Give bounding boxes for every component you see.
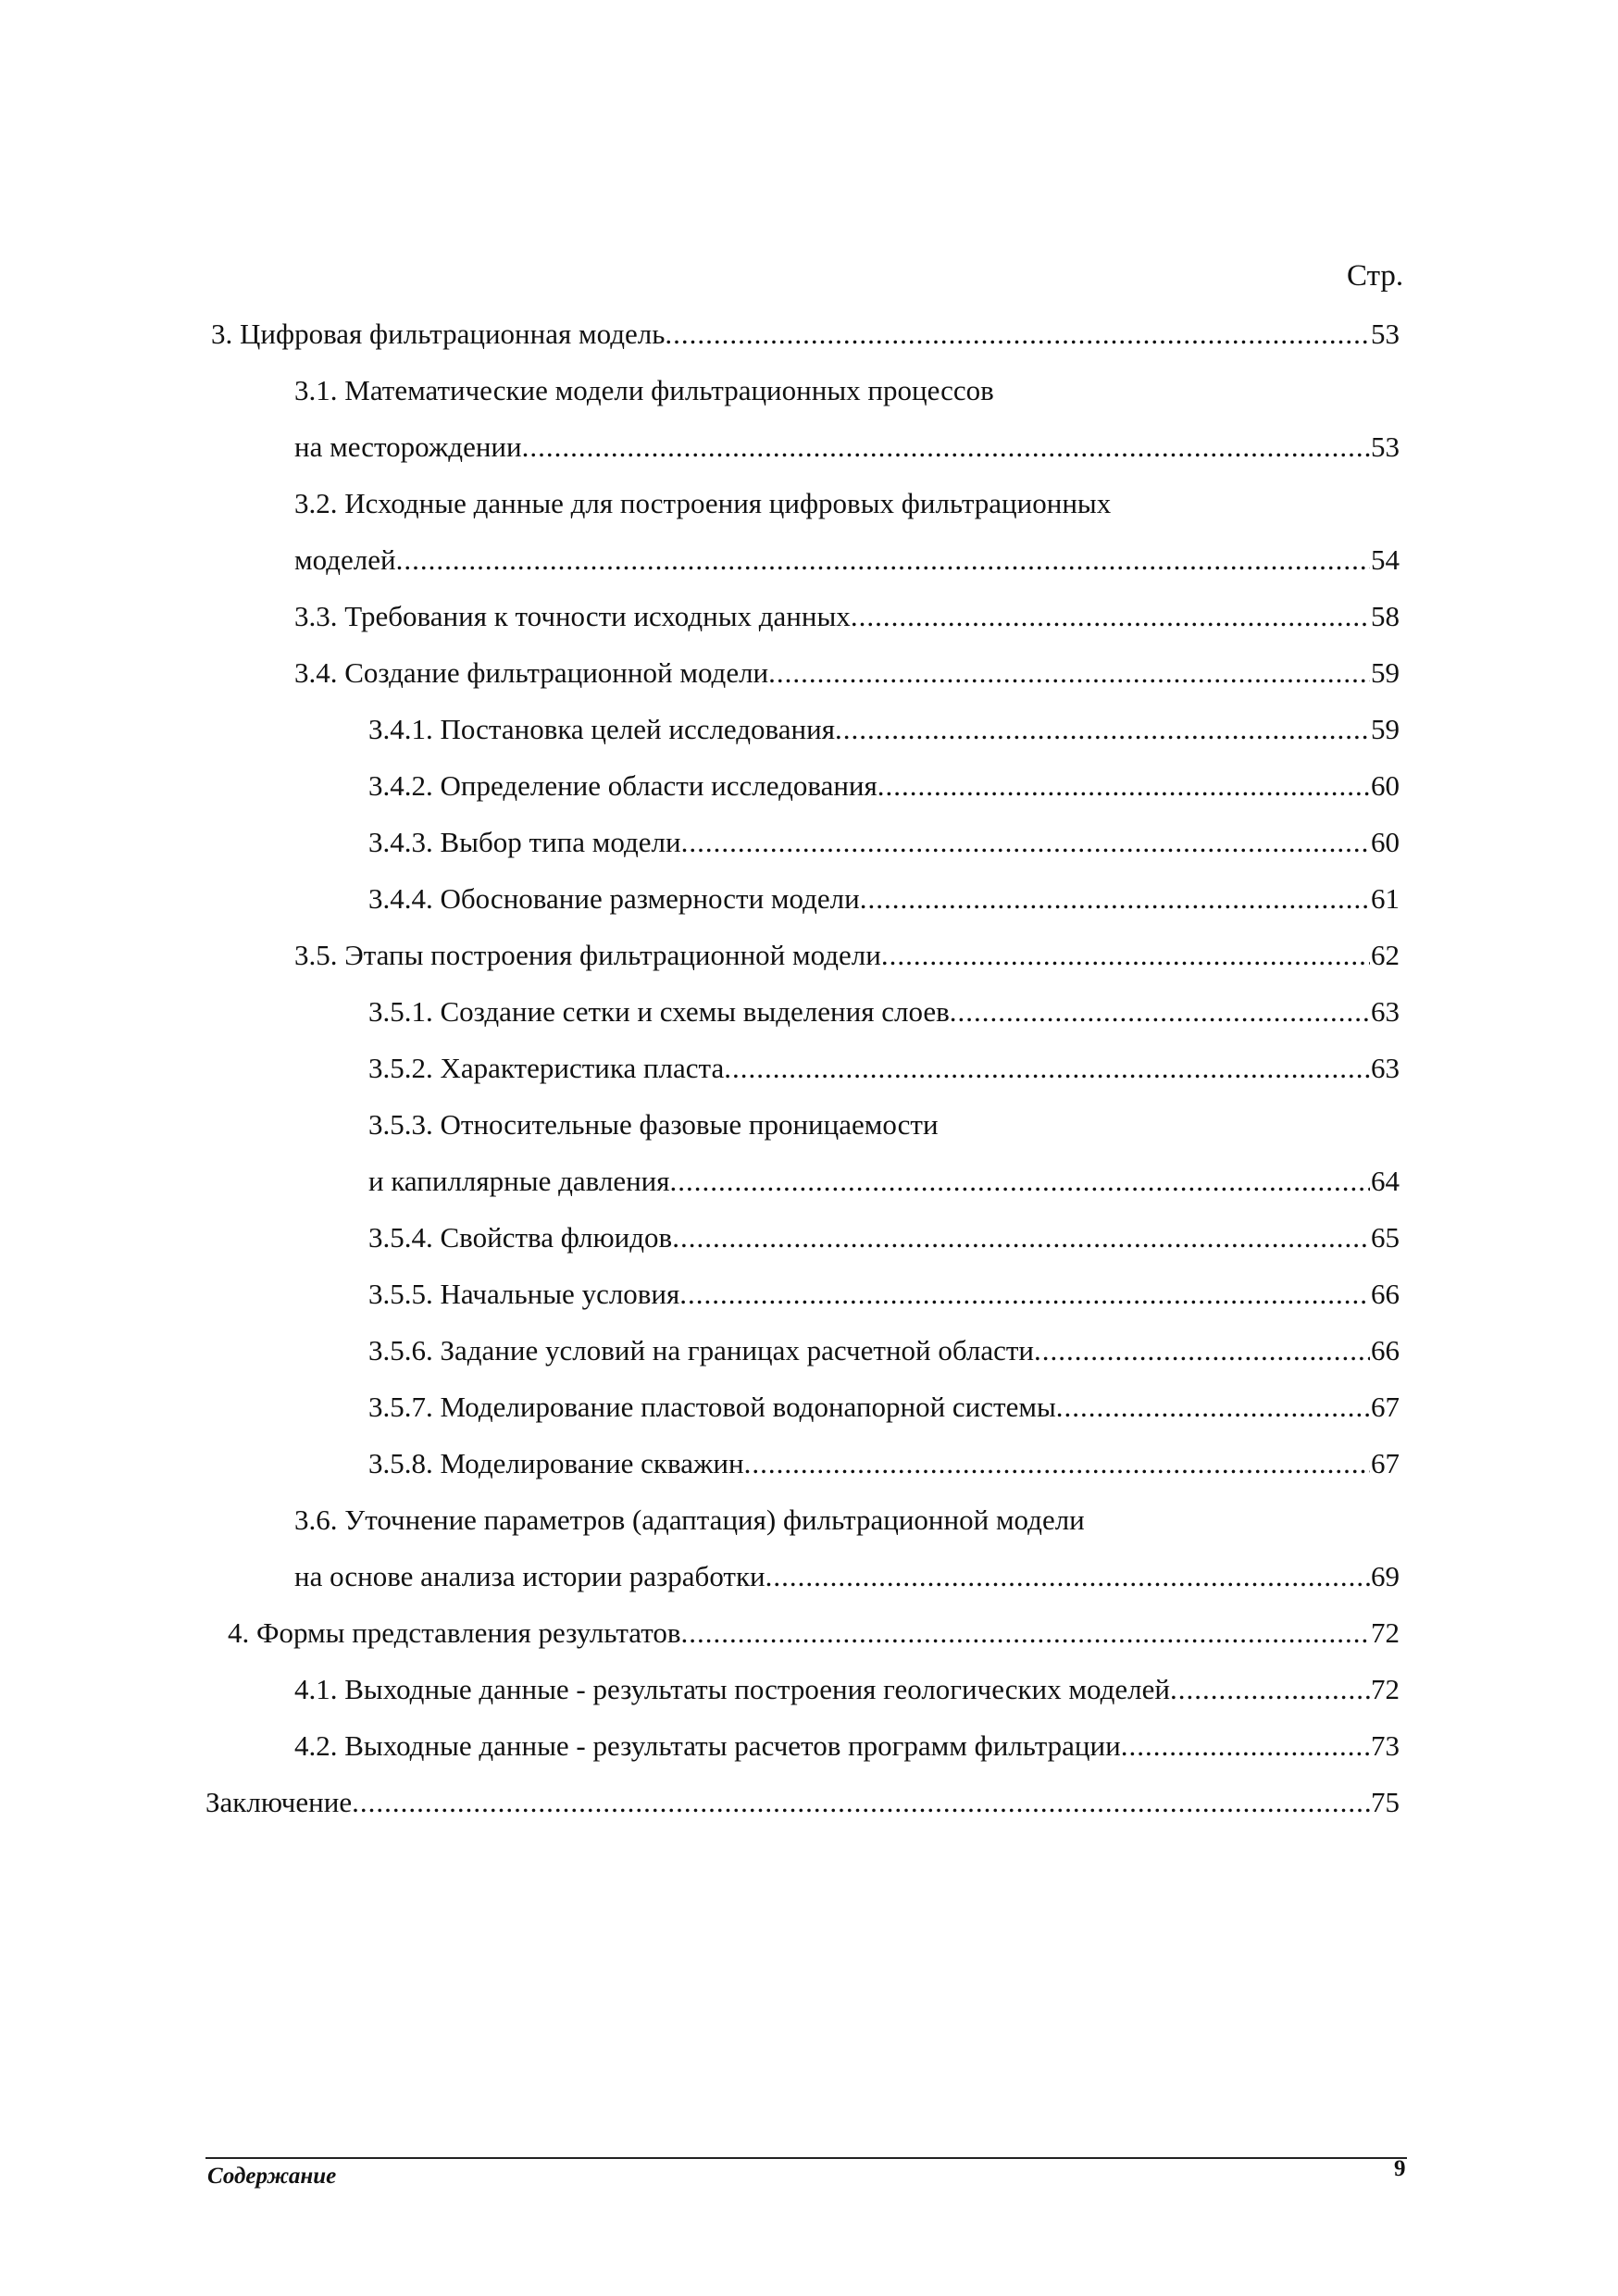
dot-leader <box>1056 1388 1370 1427</box>
toc-entry[interactable] <box>0 814 1618 870</box>
toc-entry-text: Характеристика пласта <box>440 1052 725 1084</box>
toc-entry-title <box>368 1218 672 1257</box>
toc-entry-text: Заключение <box>205 1786 353 1818</box>
toc-entry-text: Уточнение параметров (адаптация) фильтрационной модели <box>344 1504 1085 1536</box>
toc-entry-text: Относительные фазовые проницаемости <box>440 1108 939 1141</box>
toc-entry[interactable] <box>0 1774 1618 1830</box>
toc-entry-text: Формы представления результатов <box>256 1616 681 1649</box>
dot-leader <box>881 936 1370 975</box>
toc-entry-title <box>294 654 768 693</box>
toc-entry[interactable] <box>0 1379 1618 1435</box>
toc-entry[interactable] <box>0 588 1618 644</box>
toc-entry-page: 58 <box>1371 600 1400 632</box>
toc-entry[interactable] <box>0 531 1618 588</box>
toc-entry-number: 3.6. <box>294 1504 338 1536</box>
toc-entry-page: 72 <box>1371 1616 1400 1649</box>
toc-entry-page: 66 <box>1371 1334 1400 1366</box>
toc-entry[interactable] <box>0 1604 1618 1661</box>
toc-entry-page: 53 <box>1371 430 1400 463</box>
toc-entry-number: 3. <box>211 318 233 350</box>
toc-entry-page: 54 <box>1371 543 1400 576</box>
toc-entry-title <box>368 1105 939 1144</box>
toc-entry-title <box>368 767 877 805</box>
dot-leader <box>681 823 1370 862</box>
toc-entry-text: Выходные данные - результаты расчетов программ фильтрации <box>344 1729 1121 1762</box>
toc-entry-page: 63 <box>1371 995 1400 1028</box>
footer-divider <box>205 2157 1407 2159</box>
toc-entry[interactable] <box>0 418 1618 475</box>
toc-entry[interactable] <box>0 475 1618 531</box>
toc-entry-text: Создание сетки и схемы выделения слоев <box>440 995 950 1028</box>
toc-entry-page: 67 <box>1371 1391 1400 1423</box>
toc-entry-page: 61 <box>1371 882 1400 915</box>
toc-entry[interactable] <box>0 1491 1618 1548</box>
toc-entry-number: 4.1. <box>294 1673 338 1705</box>
toc-entry-text: Создание фильтрационной модели <box>344 656 769 689</box>
dot-leader <box>396 541 1370 580</box>
toc-entry-text: Моделирование пластовой водонапорной системы <box>440 1391 1056 1423</box>
toc-entry-number: 3.4.2. <box>368 769 433 802</box>
toc-entry-text: Свойства флюидов <box>440 1221 673 1254</box>
toc-entry[interactable] <box>0 1548 1618 1604</box>
toc-entry[interactable] <box>0 644 1618 701</box>
toc-entry-number: 3.4.4. <box>368 882 433 915</box>
toc-entry-page: 65 <box>1371 1221 1400 1254</box>
toc-entry-title <box>294 597 851 636</box>
toc-entry-number: 4. <box>228 1616 250 1649</box>
toc-entry-title <box>228 1614 680 1653</box>
page-column-label: Стр. <box>1347 259 1404 293</box>
toc-entry-title <box>294 371 994 410</box>
table-of-contents <box>0 306 1618 1830</box>
toc-entry-text: Выбор типа модели <box>440 826 681 858</box>
toc-entry[interactable] <box>0 927 1618 983</box>
toc-entry[interactable] <box>0 1322 1618 1379</box>
toc-entry-text: Математические модели фильтрационных процессов <box>344 374 994 406</box>
toc-entry-title <box>205 1783 352 1822</box>
toc-entry-title <box>368 1162 670 1201</box>
toc-entry-title <box>294 1557 765 1596</box>
dot-leader <box>744 1444 1370 1483</box>
toc-entry-number: 3.1. <box>294 374 338 406</box>
toc-entry-title <box>368 880 860 918</box>
toc-entry-page: 69 <box>1371 1560 1400 1592</box>
toc-entry-title <box>294 428 522 467</box>
dot-leader <box>950 992 1370 1031</box>
dot-leader <box>860 880 1370 918</box>
toc-entry-text: и капиллярные давления <box>368 1165 670 1197</box>
toc-entry[interactable] <box>0 757 1618 814</box>
toc-entry[interactable] <box>0 1661 1618 1717</box>
toc-entry-page: 64 <box>1371 1165 1400 1197</box>
toc-entry-title <box>294 1727 1121 1766</box>
toc-entry-text: Начальные условия <box>440 1278 680 1310</box>
dot-leader <box>835 710 1370 749</box>
dot-leader <box>724 1049 1370 1088</box>
dot-leader <box>765 1557 1370 1596</box>
toc-entry-text: Обоснование размерности модели <box>440 882 860 915</box>
toc-entry[interactable] <box>0 1096 1618 1153</box>
toc-entry[interactable] <box>0 1153 1618 1209</box>
toc-entry-page: 66 <box>1371 1278 1400 1310</box>
toc-entry[interactable] <box>0 306 1618 362</box>
toc-entry-title <box>294 484 1111 523</box>
toc-entry-number: 3.5.6. <box>368 1334 433 1366</box>
toc-entry-number: 3.2. <box>294 487 338 519</box>
toc-entry-text: Выходные данные - результаты построения геологических моделей <box>344 1673 1170 1705</box>
toc-entry-title <box>294 1501 1085 1540</box>
toc-entry-title <box>368 992 950 1031</box>
toc-entry-text: на основе анализа истории разработки <box>294 1560 765 1592</box>
toc-entry-text: на месторождении <box>294 430 522 463</box>
toc-entry[interactable] <box>0 1040 1618 1096</box>
toc-entry-number: 3.4. <box>294 656 338 689</box>
toc-entry-number: 3.5.7. <box>368 1391 433 1423</box>
dot-leader <box>522 428 1370 467</box>
toc-entry-number: 3.4.1. <box>368 713 433 745</box>
footer-section-title: Содержание <box>207 2164 337 2189</box>
toc-entry-text: Исходные данные для построения цифровых фильтрационных <box>344 487 1112 519</box>
toc-entry-page: 59 <box>1371 713 1400 745</box>
dot-leader <box>680 1614 1370 1653</box>
dot-leader <box>1034 1331 1370 1370</box>
toc-entry-page: 63 <box>1371 1052 1400 1084</box>
toc-entry-title <box>368 710 835 749</box>
toc-entry-text: Постановка целей исследования <box>440 713 835 745</box>
dot-leader <box>768 654 1370 693</box>
toc-entry-number: 3.5.4. <box>368 1221 433 1254</box>
dot-leader <box>1170 1670 1370 1709</box>
toc-entry-page: 60 <box>1371 769 1400 802</box>
dot-leader <box>1121 1727 1370 1766</box>
toc-entry[interactable] <box>0 983 1618 1040</box>
toc-entry-title <box>211 315 665 354</box>
toc-entry[interactable] <box>0 701 1618 757</box>
toc-entry-title <box>368 1049 724 1088</box>
toc-entry-title <box>368 1444 744 1483</box>
toc-entry-text: Этапы построения фильтрационной модели <box>344 939 881 971</box>
toc-entry-number: 3.4.3. <box>368 826 433 858</box>
toc-entry-number: 4.2. <box>294 1729 338 1762</box>
toc-entry-title <box>294 541 396 580</box>
dot-leader <box>670 1162 1370 1201</box>
toc-entry[interactable] <box>0 1266 1618 1322</box>
toc-entry-title <box>368 1331 1034 1370</box>
toc-entry-text: Требования к точности исходных данных <box>344 600 851 632</box>
toc-entry-page: 75 <box>1371 1786 1400 1818</box>
toc-entry-page: 53 <box>1371 318 1400 350</box>
toc-entry-page: 72 <box>1371 1673 1400 1705</box>
toc-entry-title <box>294 1670 1170 1709</box>
dot-leader <box>679 1275 1370 1314</box>
dot-leader <box>352 1783 1370 1822</box>
toc-entry-text: моделей <box>294 543 396 576</box>
toc-entry-number: 3.5.8. <box>368 1447 433 1479</box>
toc-entry-text: Определение области исследования <box>440 769 877 802</box>
toc-entry-number: 3.5.1. <box>368 995 433 1028</box>
toc-entry-page: 59 <box>1371 656 1400 689</box>
toc-entry-number: 3.5.3. <box>368 1108 433 1141</box>
toc-entry-number: 3.5.5. <box>368 1278 433 1310</box>
toc-entry-number: 3.3. <box>294 600 338 632</box>
toc-entry-text: Моделирование скважин <box>440 1447 744 1479</box>
toc-entry-title <box>368 1275 679 1314</box>
toc-entry-number: 3.5. <box>294 939 338 971</box>
toc-entry-page: 60 <box>1371 826 1400 858</box>
toc-entry[interactable] <box>0 1435 1618 1491</box>
toc-entry-title <box>368 1388 1056 1427</box>
toc-entry[interactable] <box>0 1717 1618 1774</box>
toc-entry-number: 3.5.2. <box>368 1052 433 1084</box>
toc-entry-title <box>294 936 881 975</box>
dot-leader <box>877 767 1370 805</box>
dot-leader <box>851 597 1370 636</box>
footer-page-number: 9 <box>1394 2156 1406 2181</box>
toc-entry-page: 62 <box>1371 939 1400 971</box>
dot-leader <box>672 1218 1370 1257</box>
toc-entry[interactable] <box>0 1209 1618 1266</box>
toc-entry-page: 67 <box>1371 1447 1400 1479</box>
toc-entry-title <box>368 823 681 862</box>
toc-entry-text: Задание условий на границах расчетной области <box>440 1334 1035 1366</box>
toc-entry-text: Цифровая фильтрационная модель <box>240 318 666 350</box>
toc-entry-page: 73 <box>1371 1729 1400 1762</box>
dot-leader <box>665 315 1370 354</box>
toc-entry[interactable] <box>0 870 1618 927</box>
toc-entry[interactable] <box>0 362 1618 418</box>
